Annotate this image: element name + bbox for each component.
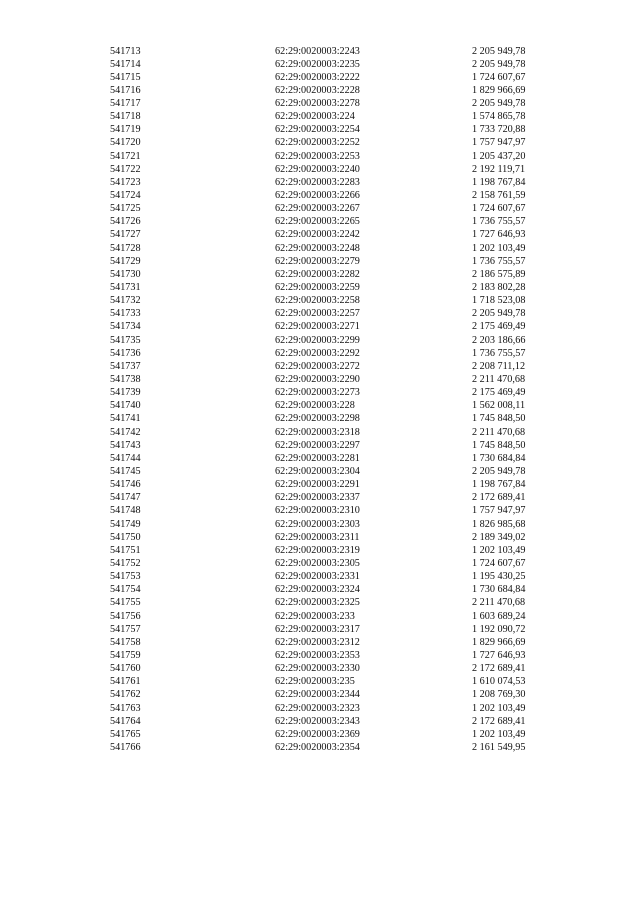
row-number: 541766 (110, 741, 141, 753)
cadastral-number: 62:29:0020003:2310 (275, 505, 360, 517)
row-number: 541715 (110, 71, 141, 83)
row-number: 541760 (110, 663, 141, 675)
cadastral-value: 1 603 689,24 (472, 610, 526, 622)
cadastral-number: 62:29:0020003:2292 (275, 347, 360, 359)
cadastral-number: 62:29:0020003:2343 (275, 715, 360, 727)
table-row (110, 294, 540, 307)
row-number: 541756 (110, 610, 141, 622)
row-number: 541748 (110, 505, 141, 517)
row-number: 541716 (110, 84, 141, 96)
cadastral-value: 1 724 607,67 (472, 203, 526, 215)
cadastral-number: 62:29:0020003:2337 (275, 492, 360, 504)
table-row (110, 439, 540, 452)
cadastral-number: 62:29:0020003:2253 (275, 150, 360, 162)
cadastral-number: 62:29:0020003:2330 (275, 663, 360, 675)
cadastral-value: 1 730 684,84 (472, 584, 526, 596)
row-number: 541753 (110, 571, 141, 583)
table-row (110, 636, 540, 649)
row-number: 541720 (110, 137, 141, 149)
cadastral-number: 62:29:0020003:2369 (275, 728, 360, 740)
cadastral-number: 62:29:0020003:2266 (275, 190, 360, 202)
row-number: 541750 (110, 531, 141, 543)
table-row (110, 163, 540, 176)
cadastral-number: 62:29:0020003:2258 (275, 295, 360, 307)
row-number: 541731 (110, 282, 141, 294)
cadastral-value: 1 208 769,30 (472, 689, 526, 701)
cadastral-number: 62:29:0020003:2291 (275, 479, 360, 491)
row-number: 541719 (110, 124, 141, 136)
row-number: 541718 (110, 111, 141, 123)
cadastral-value: 1 202 103,49 (472, 728, 526, 740)
cadastral-value: 1 195 430,25 (472, 571, 526, 583)
cadastral-value: 1 202 103,49 (472, 702, 526, 714)
table-row (110, 334, 540, 347)
row-number: 541742 (110, 426, 141, 438)
cadastral-value: 1 736 755,57 (472, 216, 526, 228)
cadastral-number: 62:29:0020003:2305 (275, 557, 360, 569)
cadastral-number: 62:29:0020003:2279 (275, 255, 360, 267)
cadastral-value: 1 198 767,84 (472, 176, 526, 188)
cadastral-value: 2 175 469,49 (472, 387, 526, 399)
table-row (110, 557, 540, 570)
table-row (110, 97, 540, 110)
cadastral-value: 1 610 074,53 (472, 676, 526, 688)
table-row (110, 728, 540, 741)
row-number: 541758 (110, 636, 141, 648)
row-number: 541729 (110, 255, 141, 267)
cadastral-value: 2 161 549,95 (472, 741, 526, 753)
cadastral-value: 1 202 103,49 (472, 242, 526, 254)
cadastral-value: 2 158 761,59 (472, 190, 526, 202)
table-row (110, 123, 540, 136)
cadastral-value: 1 829 966,69 (472, 84, 526, 96)
cadastral-value: 2 205 949,78 (472, 58, 526, 70)
table-row (110, 702, 540, 715)
cadastral-number: 62:29:0020003:228 (275, 400, 355, 412)
table-row (110, 478, 540, 491)
cadastral-value: 1 205 437,20 (472, 150, 526, 162)
row-number: 541744 (110, 452, 141, 464)
row-number: 541738 (110, 374, 141, 386)
cadastral-number: 62:29:0020003:2304 (275, 466, 360, 477)
cadastral-value: 2 211 470,68 (472, 426, 526, 438)
table-row (110, 399, 540, 412)
table-row (110, 255, 540, 268)
row-number: 541739 (110, 387, 141, 399)
cadastral-value: 1 745 848,50 (472, 439, 526, 451)
cadastral-number: 62:29:0020003:2240 (275, 163, 360, 175)
cadastral-number: 62:29:0020003:2317 (275, 623, 360, 635)
table-row (110, 189, 540, 202)
row-number: 541763 (110, 702, 141, 714)
row-number: 541728 (110, 242, 141, 254)
cadastral-number: 62:29:0020003:235 (275, 676, 355, 688)
cadastral-number: 62:29:0020003:2290 (275, 374, 360, 386)
cadastral-number: 62:29:0020003:2272 (275, 360, 360, 372)
cadastral-value: 2 205 949,78 (472, 98, 526, 110)
table-row (110, 136, 540, 149)
cadastral-number: 62:29:0020003:233 (275, 610, 355, 622)
row-number: 541740 (110, 400, 141, 412)
cadastral-value-table (110, 45, 540, 755)
table-row (110, 649, 540, 662)
table-row (110, 45, 540, 58)
table-row (110, 518, 540, 531)
cadastral-value: 2 175 469,49 (472, 321, 526, 333)
row-number: 541736 (110, 347, 141, 359)
table-row (110, 215, 540, 228)
row-number: 541762 (110, 689, 141, 701)
table-row (110, 320, 540, 333)
cadastral-number: 62:29:0020003:2331 (275, 571, 360, 583)
cadastral-value: 1 727 646,93 (472, 649, 526, 661)
cadastral-value: 1 757 947,97 (472, 137, 526, 149)
row-number: 541749 (110, 518, 141, 530)
cadastral-number: 62:29:0020003:2282 (275, 268, 360, 280)
cadastral-number: 62:29:0020003:2312 (275, 636, 360, 648)
table-row (110, 504, 540, 517)
row-number: 541754 (110, 584, 141, 596)
row-number: 541735 (110, 334, 141, 346)
cadastral-value: 1 198 767,84 (472, 479, 526, 491)
cadastral-value: 1 724 607,67 (472, 557, 526, 569)
row-number: 541764 (110, 715, 141, 727)
row-number: 541713 (110, 45, 141, 57)
table-row (110, 583, 540, 596)
table-row (110, 623, 540, 636)
row-number: 541734 (110, 321, 141, 333)
row-number: 541747 (110, 492, 141, 504)
table-row (110, 452, 540, 465)
table-row (110, 307, 540, 320)
cadastral-value: 2 203 186,66 (472, 334, 526, 346)
cadastral-value: 2 186 575,89 (472, 268, 526, 280)
cadastral-number: 62:29:0020003:2323 (275, 702, 360, 714)
cadastral-value: 2 189 349,02 (472, 531, 526, 543)
cadastral-value: 1 192 090,72 (472, 623, 526, 635)
cadastral-number: 62:29:0020003:2298 (275, 413, 360, 425)
cadastral-number: 62:29:0020003:2252 (275, 137, 360, 149)
cadastral-value: 1 829 966,69 (472, 636, 526, 648)
row-number: 541721 (110, 150, 141, 162)
cadastral-value: 1 826 985,68 (472, 518, 526, 530)
row-number: 541755 (110, 597, 141, 609)
cadastral-value: 2 211 470,68 (472, 597, 526, 609)
table-row (110, 412, 540, 425)
cadastral-number: 62:29:0020003:2228 (275, 84, 360, 96)
row-number: 541765 (110, 728, 141, 740)
table-row (110, 150, 540, 163)
cadastral-number: 62:29:0020003:2242 (275, 229, 360, 241)
cadastral-number: 62:29:0020003:224 (275, 111, 355, 123)
cadastral-value: 2 172 689,41 (472, 715, 526, 727)
cadastral-value: 1 562 008,11 (472, 400, 526, 412)
table-row (110, 688, 540, 701)
row-number: 541746 (110, 479, 141, 491)
table-row (110, 373, 540, 386)
table-row (110, 360, 540, 373)
row-number: 541761 (110, 676, 141, 688)
cadastral-number: 62:29:0020003:2278 (275, 98, 360, 110)
table-row (110, 84, 540, 97)
row-number: 541726 (110, 216, 141, 228)
row-number: 541745 (110, 466, 141, 477)
table-row (110, 544, 540, 557)
cadastral-value: 2 205 949,78 (472, 466, 526, 477)
cadastral-value: 1 733 720,88 (472, 124, 526, 136)
cadastral-number: 62:29:0020003:2283 (275, 176, 360, 188)
cadastral-number: 62:29:0020003:2303 (275, 518, 360, 530)
row-number: 541737 (110, 360, 141, 372)
table-row (110, 347, 540, 360)
cadastral-value: 2 192 119,71 (472, 163, 526, 175)
row-number: 541751 (110, 544, 141, 556)
table-row (110, 242, 540, 255)
cadastral-value: 1 736 755,57 (472, 347, 526, 359)
table-row (110, 58, 540, 71)
cadastral-value: 1 736 755,57 (472, 255, 526, 267)
cadastral-number: 62:29:0020003:2257 (275, 308, 360, 320)
cadastral-number: 62:29:0020003:2273 (275, 387, 360, 399)
table-row (110, 610, 540, 623)
table-row (110, 715, 540, 728)
cadastral-value: 1 574 865,78 (472, 111, 526, 123)
table-row (110, 268, 540, 281)
cadastral-number: 62:29:0020003:2324 (275, 584, 360, 596)
cadastral-number: 62:29:0020003:2325 (275, 597, 360, 609)
cadastral-number: 62:29:0020003:2354 (275, 741, 360, 753)
row-number: 541722 (110, 163, 141, 175)
table-row (110, 465, 540, 478)
row-number: 541733 (110, 308, 141, 320)
row-number: 541741 (110, 413, 141, 425)
table-row (110, 662, 540, 675)
cadastral-value: 1 745 848,50 (472, 413, 526, 425)
table-row (110, 71, 540, 84)
cadastral-value: 1 727 646,93 (472, 229, 526, 241)
cadastral-number: 62:29:0020003:2235 (275, 58, 360, 70)
cadastral-number: 62:29:0020003:2319 (275, 544, 360, 556)
row-number: 541723 (110, 176, 141, 188)
cadastral-value: 1 730 684,84 (472, 452, 526, 464)
row-number: 541759 (110, 649, 141, 661)
cadastral-number: 62:29:0020003:2297 (275, 439, 360, 451)
cadastral-number: 62:29:0020003:2353 (275, 649, 360, 661)
table-row (110, 228, 540, 241)
row-number: 541717 (110, 98, 141, 110)
table-row (110, 281, 540, 294)
cadastral-number: 62:29:0020003:2254 (275, 124, 360, 136)
cadastral-number: 62:29:0020003:2259 (275, 282, 360, 294)
cadastral-value: 2 172 689,41 (472, 663, 526, 675)
row-number: 541727 (110, 229, 141, 241)
row-number: 541743 (110, 439, 141, 451)
cadastral-number: 62:29:0020003:2243 (275, 45, 360, 57)
table-row (110, 570, 540, 583)
cadastral-number: 62:29:0020003:2318 (275, 426, 360, 438)
row-number: 541725 (110, 203, 141, 215)
cadastral-value: 2 183 802,28 (472, 282, 526, 294)
row-number: 541752 (110, 557, 141, 569)
cadastral-number: 62:29:0020003:2265 (275, 216, 360, 228)
cadastral-value: 2 172 689,41 (472, 492, 526, 504)
table-row (110, 675, 540, 688)
table-row (110, 596, 540, 609)
row-number: 541757 (110, 623, 141, 635)
row-number: 541732 (110, 295, 141, 307)
cadastral-number: 62:29:0020003:2222 (275, 71, 360, 83)
table-row (110, 386, 540, 399)
cadastral-value: 2 205 949,78 (472, 308, 526, 320)
cadastral-value: 1 724 607,67 (472, 71, 526, 83)
cadastral-number: 62:29:0020003:2271 (275, 321, 360, 333)
table-row (110, 110, 540, 123)
cadastral-value: 2 205 949,78 (472, 45, 526, 57)
cadastral-number: 62:29:0020003:2344 (275, 689, 360, 701)
table-row (110, 491, 540, 504)
table-row (110, 176, 540, 189)
cadastral-value: 2 211 470,68 (472, 374, 526, 386)
cadastral-value: 1 202 103,49 (472, 544, 526, 556)
cadastral-number: 62:29:0020003:2299 (275, 334, 360, 346)
cadastral-value: 1 757 947,97 (472, 505, 526, 517)
cadastral-number: 62:29:0020003:2311 (275, 531, 360, 543)
table-row (110, 426, 540, 439)
table-row (110, 741, 540, 754)
row-number: 541714 (110, 58, 141, 70)
table-row (110, 202, 540, 215)
cadastral-value: 1 718 523,08 (472, 295, 526, 307)
table-row (110, 531, 540, 544)
row-number: 541730 (110, 268, 141, 280)
cadastral-number: 62:29:0020003:2281 (275, 452, 360, 464)
cadastral-number: 62:29:0020003:2267 (275, 203, 360, 215)
row-number: 541724 (110, 190, 141, 202)
cadastral-value: 2 208 711,12 (472, 360, 526, 372)
cadastral-number: 62:29:0020003:2248 (275, 242, 360, 254)
